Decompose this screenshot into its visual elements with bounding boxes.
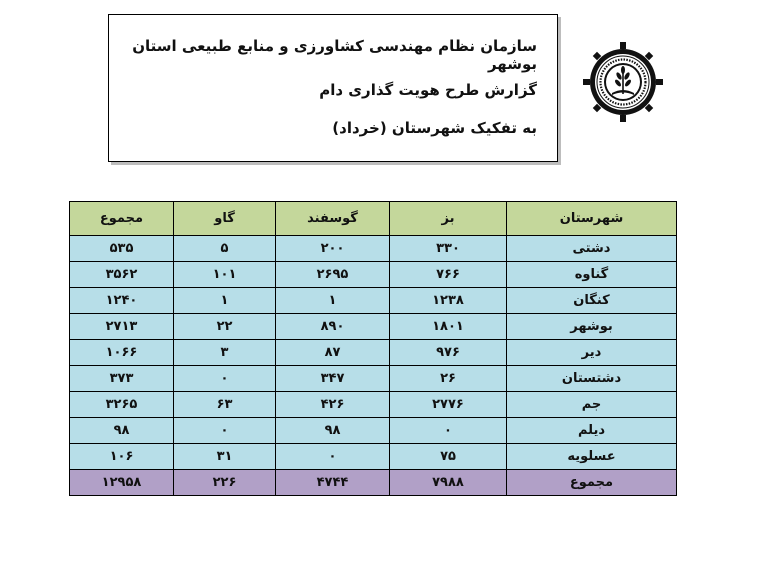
goat-cell: ۲۷۷۶ [390,392,507,418]
goat-cell: ۱۲۳۸ [390,288,507,314]
cow-cell: ۳ [174,340,276,366]
sheep-cell: ۲۰۰ [276,236,390,262]
header-sheep: گوسفند [276,202,390,236]
table-total-row [70,470,677,496]
goat-cell: ۷۶۶ [390,262,507,288]
total-cell: ۹۸ [70,418,174,444]
county-cell: دیلم [507,418,677,444]
county-cell: کنگان [507,288,677,314]
table-row [70,444,677,470]
total-cell: ۳۷۳ [70,366,174,392]
county-cell: دشتستان [507,366,677,392]
sheep-total-cell: ۴۷۴۴ [276,470,390,496]
table-row [70,236,677,262]
livestock-identification-table [69,201,677,496]
sheep-cell: ۳۴۷ [276,366,390,392]
report-title: گزارش طرح هویت گذاری دام [319,81,537,99]
sheep-cell: ۱ [276,288,390,314]
sheep-cell: ۸۹۰ [276,314,390,340]
sheep-cell: ۸۷ [276,340,390,366]
agricultural-engineering-emblem-icon [583,36,663,130]
table-row [70,366,677,392]
cow-cell: ۳۱ [174,444,276,470]
table-header-row [70,202,677,236]
goat-cell: ۹۷۶ [390,340,507,366]
table-row [70,392,677,418]
total-cell: ۱۲۴۰ [70,288,174,314]
goat-cell: ۳۳۰ [390,236,507,262]
cow-cell: ۵ [174,236,276,262]
table-row [70,418,677,444]
total-cell: ۱۰۶ [70,444,174,470]
header-cow: گاو [174,202,276,236]
goat-cell: ۷۵ [390,444,507,470]
table-row [70,288,677,314]
total-cell: ۳۲۶۵ [70,392,174,418]
goat-cell: ۰ [390,418,507,444]
table-row [70,340,677,366]
table-row [70,314,677,340]
header-county: شهرستان [507,202,677,236]
sheep-cell: ۰ [276,444,390,470]
cow-cell: ۰ [174,418,276,444]
total-cell: ۱۰۶۶ [70,340,174,366]
sheep-cell: ۹۸ [276,418,390,444]
county-cell: گناوه [507,262,677,288]
county-cell: دشتی [507,236,677,262]
goat-cell: ۲۶ [390,366,507,392]
table-row [70,262,677,288]
cow-cell: ۱۰۱ [174,262,276,288]
cow-cell: ۱ [174,288,276,314]
cow-cell: ۲۲ [174,314,276,340]
county-cell: بوشهر [507,314,677,340]
county-cell: عسلویه [507,444,677,470]
cow-total-cell: ۲۲۶ [174,470,276,496]
goat-cell: ۱۸۰۱ [390,314,507,340]
report-title-box [108,14,558,162]
total-cell: ۵۳۵ [70,236,174,262]
header-goat: بز [390,202,507,236]
total-label-cell: مجموع [507,470,677,496]
sheep-cell: ۲۶۹۵ [276,262,390,288]
grand-total-cell: ۱۲۹۵۸ [70,470,174,496]
county-cell: جم [507,392,677,418]
report-subtitle: به تفکیک شهرستان (خرداد) [332,119,537,137]
cow-cell: ۰ [174,366,276,392]
goat-total-cell: ۷۹۸۸ [390,470,507,496]
total-cell: ۲۷۱۳ [70,314,174,340]
cow-cell: ۶۳ [174,392,276,418]
total-cell: ۳۵۶۲ [70,262,174,288]
sheep-cell: ۴۲۶ [276,392,390,418]
county-cell: دیر [507,340,677,366]
organization-title: سازمان نظام مهندسی کشاورزی و منابع طبیعی استان بوشهر [132,37,537,73]
header-total: مجموع [70,202,174,236]
